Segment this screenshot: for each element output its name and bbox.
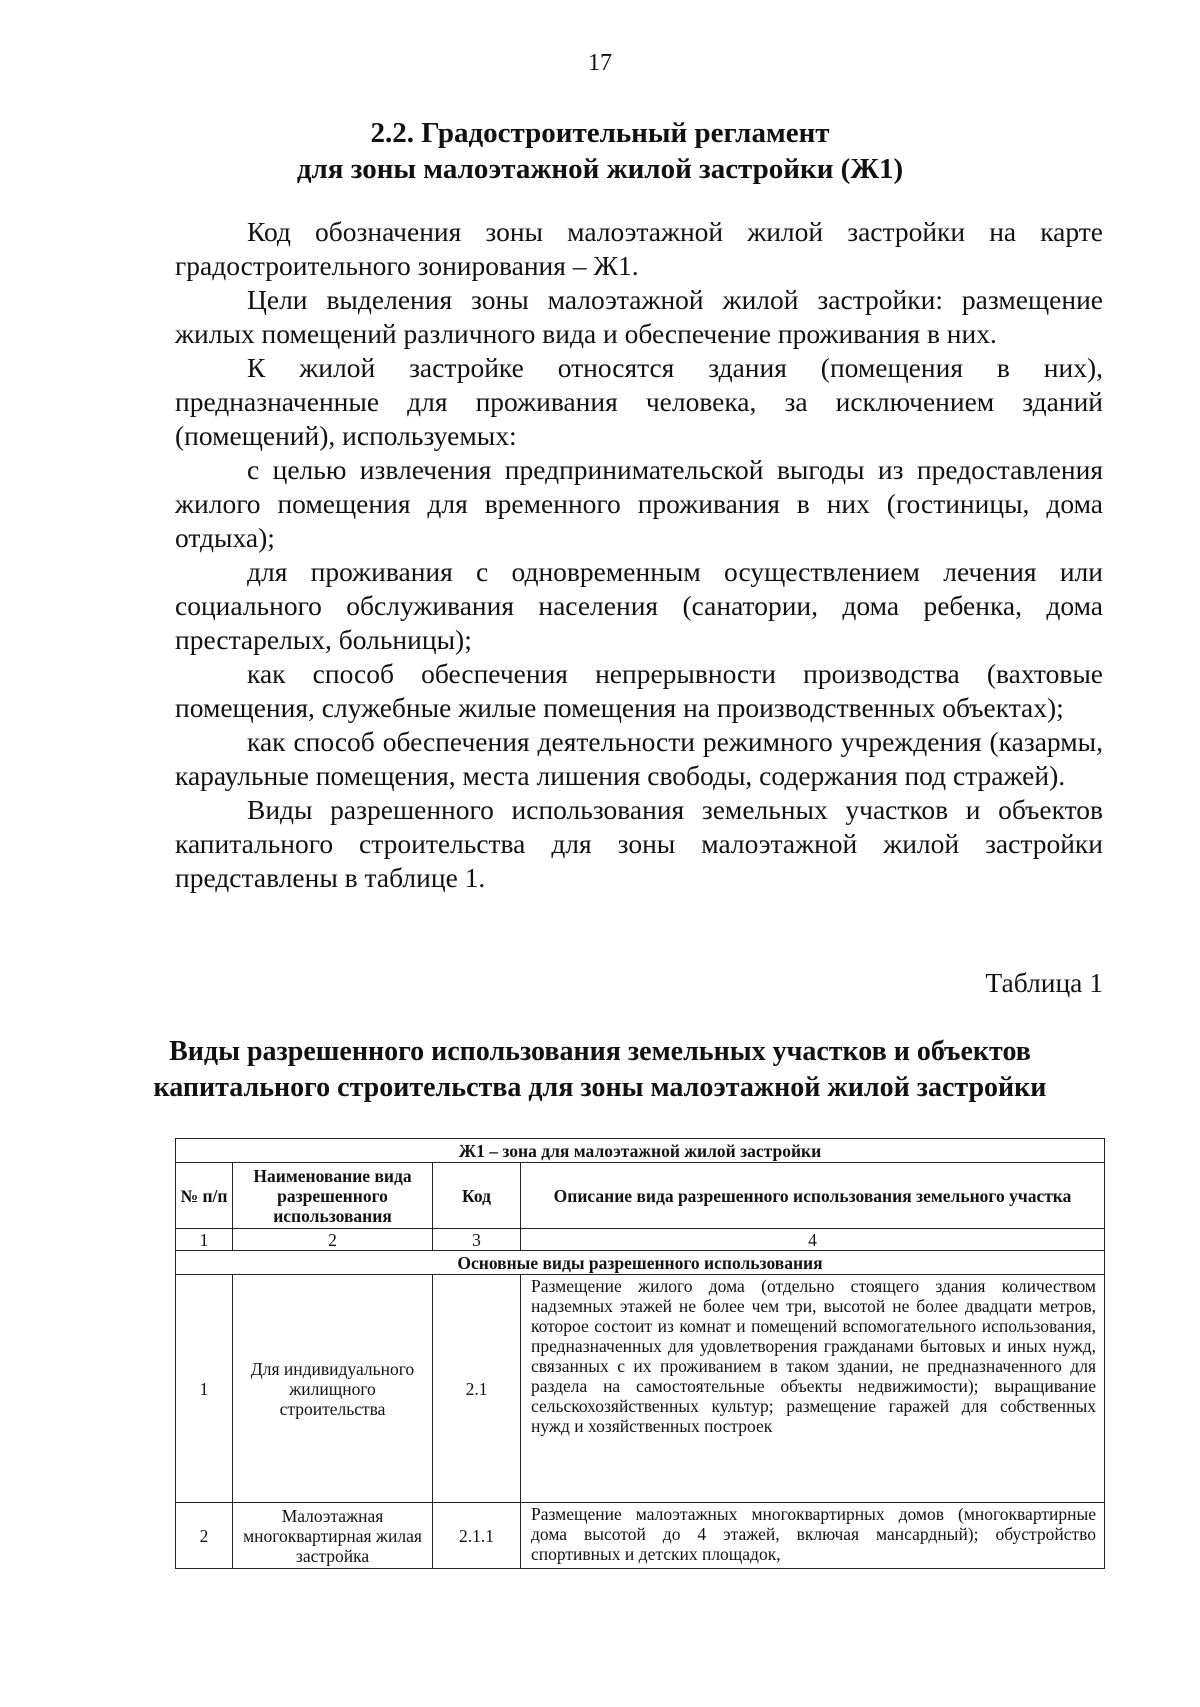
paragraph: К жилой застройке относятся здания (помещения в них), предназначенные для проживания человека, за исключением зданий (помещений), используемых: — [175, 352, 1103, 451]
column-number: 3 — [433, 1229, 521, 1251]
column-number: 2 — [233, 1229, 433, 1251]
paragraph: для проживания с одновременным осуществлением лечения или социального обслуживания населения (санатории, дома ребенка, дома престарелых, больницы); — [175, 556, 1103, 655]
body-text — [175, 215, 1103, 895]
table-row — [176, 1275, 1105, 1503]
zone-header: Ж1 – зона для малоэтажной жилой застройки — [176, 1139, 1105, 1163]
regulation-table — [175, 1138, 1105, 1569]
row-desc: Размещение жилого дома (отдельно стоящего здания количеством надземных этажей не более чем три, высотой не более двадцати метров, которое состоит из комнат и помещений вспомогательного использования, предназначенных для удовлетворения гражданами бытовых и иных нужд, связанных с их проживанием в таком здании, не предназначенного для раздела на самостоятельные объекты недвижимости); выращивание сельскохозяйственных культур; размещение гаражей для собственных нужд и хозяйственных построек — [521, 1275, 1105, 1503]
column-number: 4 — [521, 1229, 1105, 1251]
section-heading — [0, 115, 1200, 187]
header-num: № п/п — [176, 1163, 233, 1229]
table-title-line-1: Виды разрешенного использования земельных участков и объектов — [169, 1036, 1031, 1067]
paragraph: Цели выделения зоны малоэтажной жилой застройки: размещение жилых помещений различного вида и обеспечение проживания в них. — [175, 284, 1103, 349]
paragraph: с целью извлечения предпринимательской выгоды из предоставления жилого помещения для временного проживания в них (гостиницы, дома отдыха); — [175, 454, 1103, 553]
paragraph: как способ обеспечения деятельности режимного учреждения (казармы, караульные помещения, места лишения свободы, содержания под стражей). — [175, 726, 1103, 791]
table-label: Таблица 1 — [985, 967, 1103, 998]
paragraph: как способ обеспечения непрерывности производства (вахтовые помещения, служебные жилые помещения на производственных объектах); — [175, 658, 1103, 723]
table-row — [176, 1503, 1105, 1569]
row-name: Малоэтажная многоквартирная жилая застройка — [233, 1503, 433, 1569]
row-code: 2.1.1 — [433, 1503, 521, 1569]
row-num: 1 — [176, 1275, 233, 1503]
table-title — [0, 1034, 1200, 1106]
header-code: Код — [433, 1163, 521, 1229]
table-title-line-2: капитального строительства для зоны малоэтажной жилой застройки — [153, 1072, 1047, 1103]
section-header: Основные виды разрешенного использования — [176, 1251, 1105, 1275]
header-desc: Описание вида разрешенного использования земельного участка — [521, 1163, 1105, 1229]
row-name: Для индивидуального жилищного строительства — [233, 1275, 433, 1503]
column-number: 1 — [176, 1229, 233, 1251]
row-num: 2 — [176, 1503, 233, 1569]
section-heading-line-1: 2.2. Градостроительный регламент — [370, 117, 830, 149]
row-desc: Размещение малоэтажных многоквартирных домов (многоквартирные дома высотой до 4 этажей, включая мансардный); обустройство спортивных и детских площадок, — [521, 1503, 1105, 1569]
paragraph: Код обозначения зоны малоэтажной жилой застройки на карте градостроительного зонирования – Ж1. — [175, 216, 1103, 281]
section-heading-line-2: для зоны малоэтажной жилой застройки (Ж1) — [296, 153, 904, 185]
header-name: Наименование вида разрешенного использования — [233, 1163, 433, 1229]
page-number: 17 — [588, 50, 612, 76]
paragraph: Виды разрешенного использования земельных участков и объектов капитального строительства для зоны малоэтажной жилой застройки представлены в таблице 1. — [175, 794, 1103, 893]
row-code: 2.1 — [433, 1275, 521, 1503]
